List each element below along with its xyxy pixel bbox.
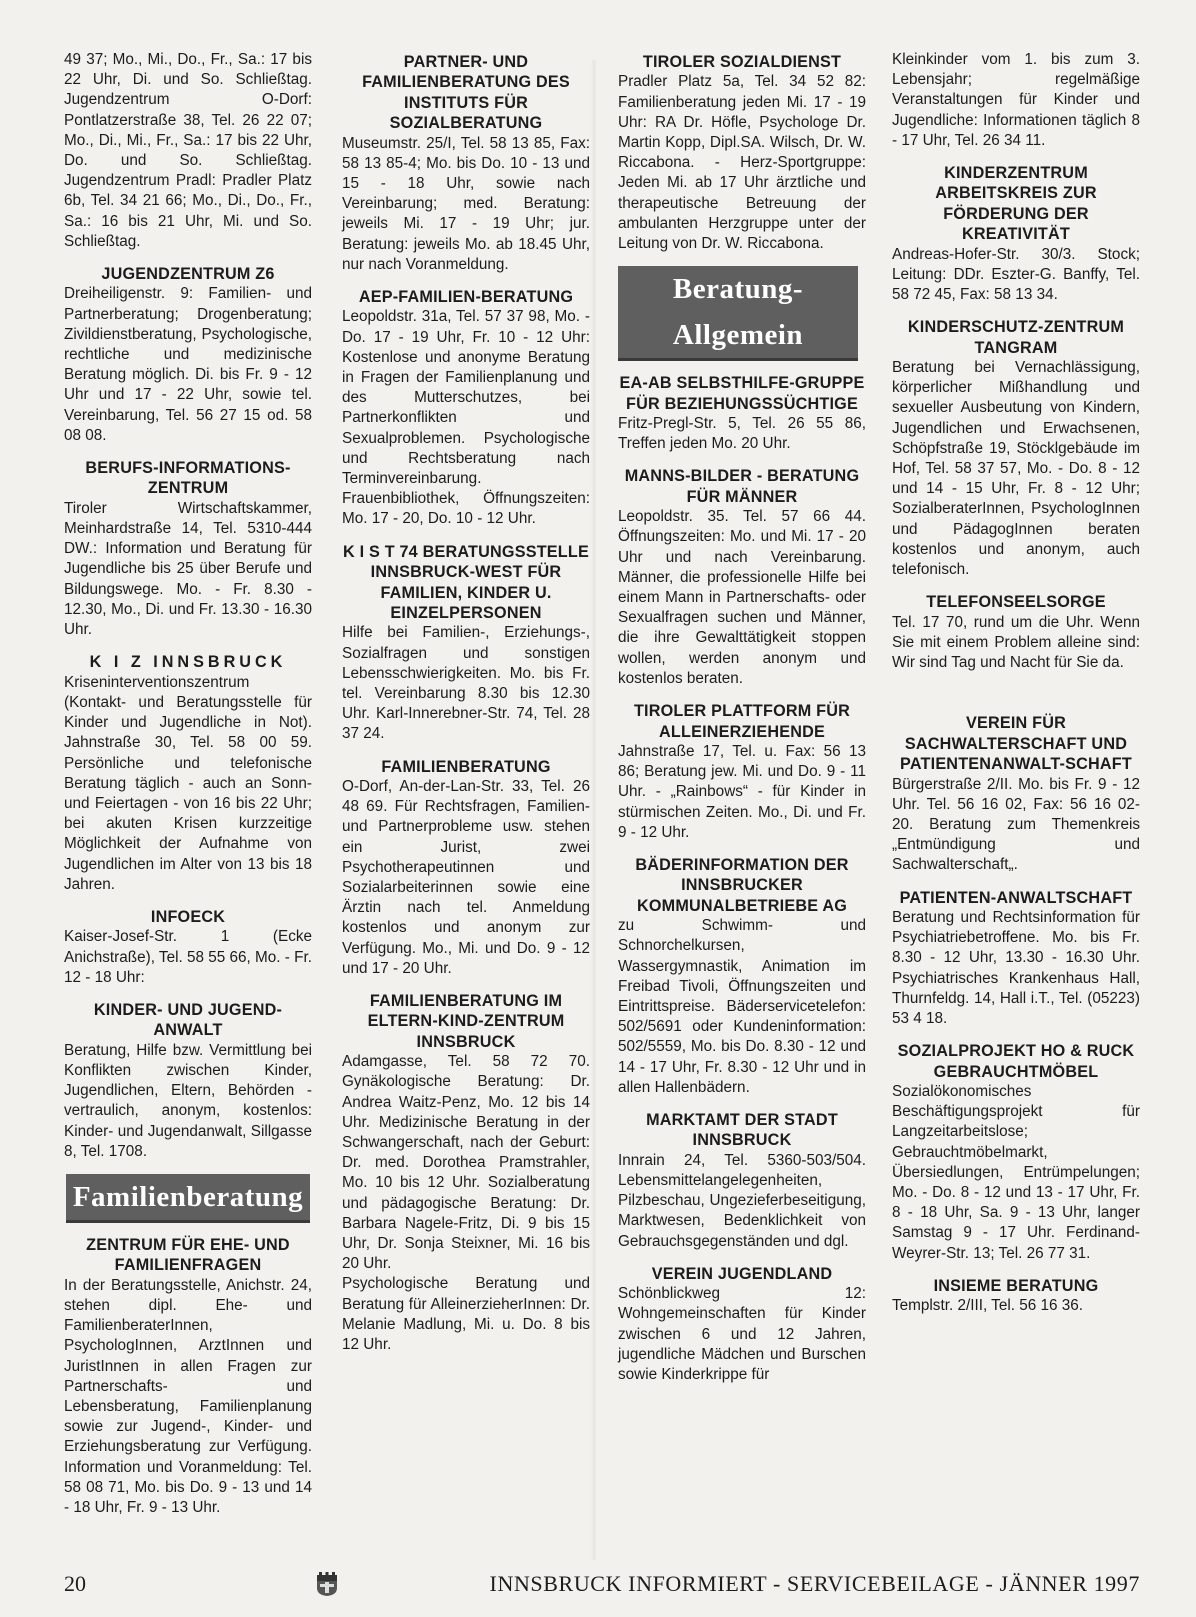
spacer — [892, 673, 1140, 701]
section-heading: K I Z INNSBRUCK — [89, 653, 287, 672]
city-coat-of-arms-icon — [316, 1571, 338, 1597]
entry-text: zu Schwimm- und Schnorchelkursen, Wassergymnastik, Animation im Freibad Tivoli, Öffnungszeiten und Eintrittspreise. Bäderservicetelefon: 502/5691 oder Kundeninformation: 502/5559, Mo. bis Do. 8.30 - 12 und 14 - 17 Uhr, Fr. 8.30 - 12 Uhr und in allen Hallenbädern. — [618, 917, 866, 1096]
entry-text: Kriseninterventionszentrum (Kontakt- und Beratungsstelle für Kinder und Jugendliche in Not). Jahnstraße 30, Tel. 58 00 59. Persönliche und telefonische Beratung täglich - auch an Sonn- und Feiertagen - von 16 bis 22 Uhr; bei akuten Krisen kurzzeitige Möglichkeit der Aufnahme von Jugendlichen im Alter von 13 bis 18 Jahren. — [64, 673, 312, 893]
entry-text: Bürgerstraße 2/II. Mo. bis Fr. 9 - 12 Uhr. Tel. 56 16 02, Fax: 56 16 02-20. Beratung zum Themenkreis „Entmündigung und Sachwalterschaft„. — [892, 775, 1140, 874]
entry-text: Pradler Platz 5a, Tel. 34 52 82: Familienberatung jeden Mi. 17 - 19 Uhr: RA Dr. Höfle, Psychologe Dr. Martin Kopp, Dipl.SA. Wilsch, Dr. W. Riccabona. - Herz-Sportgruppe: Jeden Mi. ab 17 Uhr ärztliche und therapeutische Betreuung der ambulanten Herzgruppe unter der Leitung von Dr. W. Riccabona. — [618, 73, 866, 253]
section-heading: AEP-FAMILIEN-BERATUNG — [358, 288, 574, 307]
entry-text: Kaiser-Josef-Str. 1 (Ecke Anichstraße), Tel. 58 55 66, Mo. - Fr. 12 - 18 Uhr: — [64, 928, 312, 986]
section-heading: K I S T 74 BERATUNGSSTELLE INNSBRUCK-WEST FÜR FAMILIEN, KINDER U. EINZELPERSONEN — [343, 542, 589, 622]
section-heading: FAMILIENBERATUNG IM ELTERN-KIND-ZENTRUM INNSBRUCK — [367, 991, 565, 1051]
section-heading: VEREIN FÜR SACHWALTERSCHAFT UND PATIENTENANWALT-SCHAFT — [900, 714, 1132, 774]
section-heading: EA-AB SELBSTHILFE-GRUPPE FÜR BEZIEHUNGSSÜCHTIGE — [619, 374, 865, 413]
page-footer — [64, 1569, 1140, 1599]
entry-text: Sozialökonomisches Beschäftigungsprojekt für Langzeitarbeitslose; Gebrauchtmöbelmarkt, Übersiedlungen, Entrümpelungen; Mo. - Do. 8 - 12 und 13 - 17 Uhr, Fr. 8 - 18 Uhr, Sa. 9 - 13 Uhr, langer Samstag 9 - 17 Uhr. Ferdinand-Weyrer-Str. 13; Tel. 26 77 31. — [892, 1082, 1140, 1262]
section-heading: SOZIALPROJEKT HO & RUCK GEBRAUCHTMÖBEL — [897, 1042, 1135, 1081]
section-heading: PARTNER- UND FAMILIENBERATUNG DES INSTITUTS FÜR SOZIALBERATUNG — [362, 53, 570, 133]
column-1 — [64, 50, 312, 1518]
section-heading: INFOECK — [150, 907, 226, 926]
section-heading: BÄDERINFORMATION DER INNSBRUCKER KOMMUNALBETRIEBE AG — [635, 855, 849, 915]
entry-text: Museumstr. 25/I, Tel. 58 13 85, Fax: 58 13 85-4; Mo. bis Do. 10 - 13 und 15 - 18 Uhr, sowie nach Vereinbarung; med. Beratung: jeweils Mi. 17 - 19 Uhr; jur. Beratung: jeweils Mo. ab 18.45 Uhr, nur nach Voranmeldung. — [342, 134, 590, 273]
section-heading: ZENTRUM FÜR EHE- UND FAMILIENFRAGEN — [86, 1235, 290, 1275]
section-heading: KINDER- UND JUGEND-ANWALT — [93, 1000, 283, 1040]
entry-text: Andreas-Hofer-Str. 30/3. Stock; Leitung: DDr. Eszter-G. Banffy, Tel. 58 72 45, Fax: 58 13 34. — [892, 245, 1140, 304]
section-heading: TIROLER SOZIALDIENST — [642, 53, 842, 71]
column-4 — [892, 50, 1140, 1316]
entry-text: Tel. 17 70, rund um die Uhr. Wenn Sie mit einem Problem alleine sind: Wir sind Tag und Nacht für Sie da. — [892, 613, 1140, 672]
entry-text: Beratung, Hilfe bzw. Vermittlung bei Konflikten zwischen Kinder, Jugendlichen, Eltern, Behörden - vertraulich, anonym, kostenlos: Kinder- und Jugendanwalt, Sillgasse 8, Tel. 1708. — [64, 1041, 312, 1160]
section-heading: INSIEME BERATUNG — [933, 1276, 1099, 1295]
column-3 — [618, 50, 866, 1385]
entry-text: Hilfe bei Familien-, Erziehungs-, Sozialfragen und sonstigen Lebensschwierigkeiten. Mo. bis Fr. tel. Vereinbarung 8.30 bis 12.30 Uhr. Karl-Innerebner-Str. 74, Tel. 28 37 24. — [342, 624, 590, 743]
section-heading: MARKTAMT DER STADT INNSBRUCK — [646, 1110, 838, 1150]
section-heading: BERUFS-INFORMATIONS-ZENTRUM — [85, 459, 291, 498]
publication-title: INNSBRUCK INFORMIERT - SERVICEBEILAGE - JÄNNER 1997 — [489, 1571, 1140, 1596]
entry-text: Leopoldstr. 35. Tel. 57 66 44. Öffnungszeiten: Mo. und Mi. 17 - 20 Uhr und nach Vereinbarung. Männer, die professionelle Hilfe bei einem Mann in Partnerschafts- oder Sexualfragen suchen und Männer, die ihre Gewalttätigkeit stoppen wollen, werden anonym und kostenlos beraten. — [618, 508, 866, 687]
entry-text: 49 37; Mo., Mi., Do., Fr., Sa.: 17 bis 22 Uhr, Di. und So. Schließtag. Jugendzentrum O-Dorf: Pontlatzerstraße 38, Tel. 26 22 07; Mo., Di., Mi., Fr., Sa.: 17 bis 22 Uhr, Do. und So. Schließtag. Jugendzentrum Pradl: Pradler Platz 6b, Tel. 34 21 66; Mo., Di., Do., Fr., Sa.: 16 bis 21 Uhr, Mi. und So. Schließtag. — [64, 51, 312, 250]
section-heading: PATIENTEN-ANWALTSCHAFT — [899, 888, 1133, 907]
entry-text: Kleinkinder vom 1. bis zum 3. Lebensjahr; regelmäßige Veranstaltungen für Kinder und Jugendliche: Informationen täglich 8 - 17 Uhr, Tel. 26 34 11. — [892, 51, 1140, 149]
entry-text: Schönblickweg 12: Wohngemeinschaften für Kinder zwischen 6 und 12 Jahren, jugendliche Mädchen und Burschen sowie Kinderkrippe für — [618, 1285, 866, 1384]
column-2 — [342, 50, 590, 1355]
entry-text: Jahnstraße 17, Tel. u. Fax: 56 13 86; Beratung jew. Mi. und Do. 9 - 11 Uhr. - „Rainbows“ - für Kinder in stürmischen Zeiten. Mo., Di. und Fr. 9 - 12 Uhr. — [618, 742, 866, 841]
section-heading: TIROLER PLATTFORM FÜR ALLEINERZIEHENDE — [633, 702, 851, 741]
entry-text: In der Beratungsstelle, Anichstr. 24, stehen dipl. Ehe- und FamilienberaterInnen, PsychologInnen, ArztInnen und JuristInnen in allen Fragen zur Partnerschafts- und Lebensberatung, Familienplanung sowie zur Jugend-, Kinder- und Erziehungsberatung zur Verfügung. Information und Voranmeldung: Tel. 58 08 71, Mo. bis Do. 9 - 13 und 14 - 18 Uhr, Fr. 9 - 13 Uhr. — [64, 1276, 312, 1517]
section-heading: TELEFONSEELSORGE — [926, 593, 1106, 612]
entry-text: Beratung und Rechtsinformation für Psychiatriebetroffene. Mo. bis Fr. 8.30 - 12 Uhr, 13.30 - 16.30 Uhr. Psychiatrisches Krankenhaus Hall, Thurnfeldg. 14, Hall i.T., Tel. (05223) 53 4 18. — [892, 908, 1140, 1027]
section-heading: JUGENDZENTRUM Z6 — [101, 265, 275, 284]
entry-text: Leopoldstr. 31a, Tel. 57 37 98, Mo. - Do. 17 - 19 Uhr, Fr. 10 - 12 Uhr: Kostenlose und anonyme Beratung in Fragen der Familienplanung und des Mutterschutzes, bei Partnerkonflikten und Sexualproblemen. Psychologische und Rechtsberatung nach Terminvereinbarung. Frauenbibliothek, Öffnungszeiten: Mo. 17 - 20, Do. 10 - 12 Uhr. — [342, 308, 590, 528]
category-banner: Familienberatung — [66, 1174, 310, 1223]
section-heading: FAMILIENBERATUNG — [381, 757, 551, 776]
entry-text: Templstr. 2/III, Tel. 56 16 36. — [892, 1297, 1084, 1315]
entry-text: Fritz-Pregl-Str. 5, Tel. 26 55 86, Treffen jeden Mo. 20 Uhr. — [618, 415, 866, 453]
entry-text: Tiroler Wirtschaftskammer, Meinhardstraße 14, Tel. 5310-444 DW.: Information und Beratung für Jugendliche bis 25 über Berufe und Bildungswege. Mo. - Fr. 8.30 - 12.30, Mo., Di. und Fr. 13.30 - 16.30 Uhr. — [64, 499, 312, 639]
section-heading: VEREIN JUGENDLAND — [651, 1264, 833, 1283]
entry-text: Beratung bei Vernachlässigung, körperlicher Mißhandlung und sexueller Ausbeutung von Kindern, Jugendlichen und Erwachsenen, Schöpfstraße 19, Stöcklgebäude im Hof, Tel. 58 37 57, Mo. - Do. 8 - 12 und 14 - 15 Uhr, Fr. 8 - 12 Uhr; SozialberaterInnen, PsychologInnen und PädagogInnen beraten kostenlos und anonym, auch telefonisch. — [892, 359, 1140, 579]
section-heading: KINDERSCHUTZ-ZENTRUM TANGRAM — [907, 318, 1125, 357]
entry-text: O-Dorf, An-der-Lan-Str. 33, Tel. 26 48 69. Für Rechtsfragen, Familien- und Partnerprobleme usw. stehen ein Jurist, zwei Psychotherapeutinnen und Sozialarbeiterinnen sowie eine Ärztin nach tel. Anmeldung kostenlos und anonym zur Verfügung. Mo., Mi. und Do. 9 - 12 und 17 - 20 Uhr. — [342, 777, 590, 977]
entry-text: Adamgasse, Tel. 58 72 70. Gynäkologische Beratung: Dr. Andrea Waitz-Penz, Mo. 12 bis 14 Uhr. Medizinische Beratung in der Schwangerschaft, nach der Geburt: Dr. med. Dorothea Pramstrahler, Mo. 10 bis 12 Uhr. Sozialberatung und pädagogische Beratung: Dr. Barbara Nagele-Fritz, Di. 9 bis 15 Uhr, Dr. Sonja Steixner, Mi. 16 bis 20 Uhr. — [342, 1053, 590, 1273]
section-heading: KINDERZENTRUM ARBEITSKREIS ZUR FÖRDERUNG DER KREATIVITÄT — [935, 164, 1097, 244]
category-banner: Beratung-Allgemein — [618, 266, 858, 361]
entry-text: Psychologische Beratung und Beratung für AlleinerzieherInnen: Dr. Melanie Madlung, Mi. u. Do. 8 bis 12 Uhr. — [342, 1275, 590, 1354]
page-number: 20 — [64, 1571, 86, 1596]
entry-text: Dreiheiligenstr. 9: Familien- und Partnerberatung; Drogenberatung; Zivildienstberatung, Psychologische, rechtliche und medizinische Beratung möglich. Di. bis Fr. 9 - 12 Uhr und 17 - 22 Uhr, sowie tel. Vereinbarung, Tel. 56 27 15 od. 58 08 08. — [64, 285, 312, 444]
entry-text: Innrain 24, Tel. 5360-503/504. Lebensmittelangelegenheiten, Pilzbeschau, Ungezieferbeseitigung, Marktwesen, Bedenklichkeit von Gebrauchsgegenständen und dgl. — [618, 1151, 866, 1250]
section-heading: MANNS-BILDER - BERATUNG FÜR MÄNNER — [624, 467, 860, 506]
page-fold-shadow — [591, 60, 597, 1560]
